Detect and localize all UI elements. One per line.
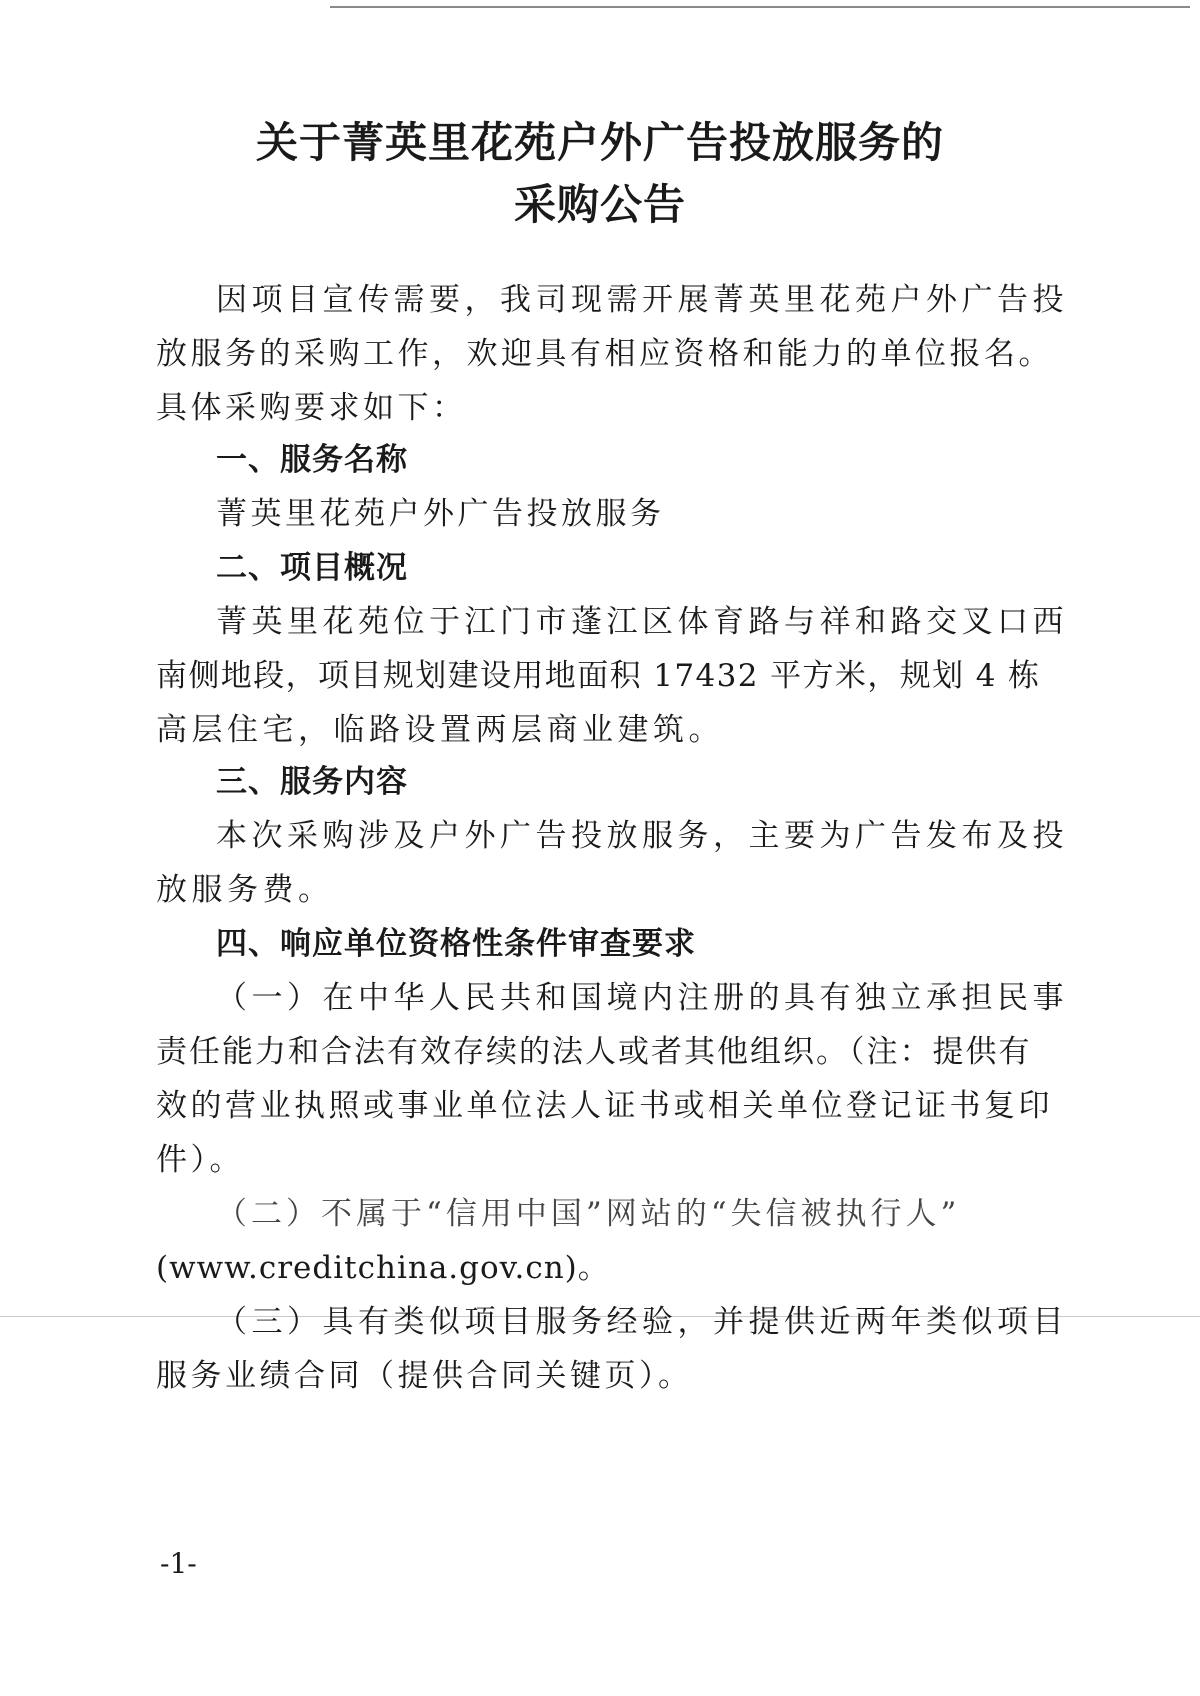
section-4-line-5: （二）不属于“信用中国”网站的“失信被执行人” <box>216 1196 961 1232</box>
section-heading-4: 四、响应单位资格性条件审查要求 <box>216 926 696 962</box>
section-2-line-1: 菁英里花苑位于江门市蓬江区体育路与祥和路交叉口西 <box>216 604 1068 640</box>
section-4-line-1: （一）在中华人民共和国境内注册的具有独立承担民事 <box>216 980 1068 1016</box>
intro-line-2: 放服务的采购工作，欢迎具有相应资格和能力的单位报名。 <box>156 336 1053 372</box>
section-4-line-4: 件）。 <box>156 1142 244 1178</box>
section-heading-3: 三、服务内容 <box>216 764 408 800</box>
section-1-line-1: 菁英里花苑户外广告投放服务 <box>216 496 665 532</box>
page-number: -1- <box>160 1547 197 1580</box>
section-3-line-1: 本次采购涉及户外广告投放服务，主要为广告发布及投 <box>216 818 1068 854</box>
section-4-line-8: 服务业绩合同（提供合同关键页）。 <box>156 1358 693 1394</box>
section-4-line-2: 责任能力和合法有效存续的法人或者其他组织。（注：提供有 <box>156 1034 1032 1070</box>
intro-line-3: 具体采购要求如下： <box>156 390 467 426</box>
title-line-2: 采购公告 <box>513 180 686 229</box>
section-heading-1: 一、服务名称 <box>216 442 408 478</box>
section-3-line-2: 放服务费。 <box>156 872 334 908</box>
scan-edge-line <box>330 6 1190 8</box>
section-4-line-7: （三）具有类似项目服务经验，并提供近两年类似项目 <box>216 1304 1068 1340</box>
section-4-line-3: 效的营业执照或事业单位法人证书或相关单位登记证书复印 <box>156 1088 1053 1124</box>
section-2-line-2: 南侧地段，项目规划建设用地面积 17432 平方米，规划 4 栋 <box>156 658 1041 694</box>
title-line-1: 关于菁英里花苑户外广告投放服务的 <box>255 118 944 167</box>
section-heading-2: 二、项目概况 <box>216 550 408 586</box>
section-2-line-3: 高层住宅，临路设置两层商业建筑。 <box>156 712 724 748</box>
document-title <box>0 112 1200 236</box>
section-4-line-6: (www.creditchina.gov.cn)。 <box>156 1250 610 1286</box>
intro-line-1: 因项目宣传需要，我司现需开展菁英里花苑户外广告投 <box>216 282 1068 318</box>
